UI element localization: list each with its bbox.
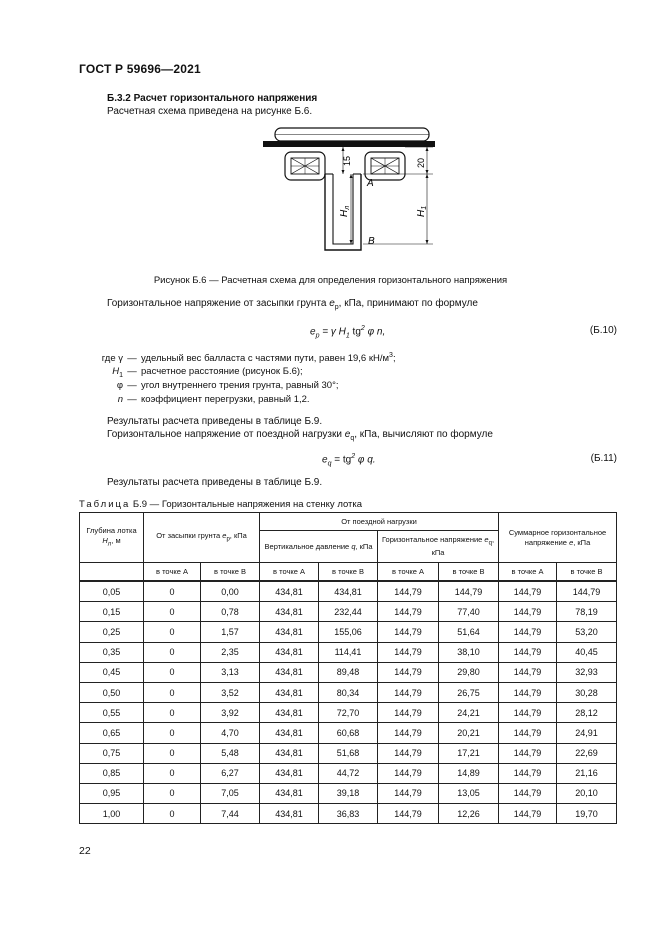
col-depth-header: Глубина лотка $H_л$, м [80,513,144,563]
table-cell: 0 [144,581,201,602]
table-cell: 144,79 [499,783,557,803]
definition-n: n — коэффициент перегрузки, равный 1,2. [117,394,310,405]
table-cell: 0 [144,743,201,763]
point-b-label: B [368,236,375,247]
table-cell: 30,28 [557,682,617,702]
table-cell: 7,05 [201,783,260,803]
table-cell: 17,21 [439,743,499,763]
table-cell: 434,81 [260,763,319,783]
table-cell: 13,05 [439,783,499,803]
table-cell: 1,00 [80,804,144,824]
table-cell: 0,50 [80,682,144,702]
table-cell: 12,26 [439,804,499,824]
table-cell: 144,79 [378,581,439,602]
dim-h1-label: $H_1$ [416,205,428,217]
subheader-soil-a: в точке А [144,563,201,582]
table-cell: 0,00 [201,581,260,602]
page-number: 22 [79,845,91,857]
table-cell: 32,93 [557,662,617,682]
table-row [80,581,617,602]
figure-caption: Рисунок Б.6 — Расчетная схема для определения горизонтального напряжения [153,275,508,286]
table-cell: 114,41 [319,642,378,662]
table-row [80,783,617,803]
table-cell: 26,75 [439,682,499,702]
table-cell: 51,68 [319,743,378,763]
table-cell: 0,55 [80,703,144,723]
table-cell: 21,16 [557,763,617,783]
table-cell: 80,34 [319,682,378,702]
table-cell: 434,81 [260,622,319,642]
table-cell: 0,65 [80,723,144,743]
table-cell: 144,79 [499,703,557,723]
table-cell: 2,35 [201,642,260,662]
table-cell: 0,05 [80,581,144,602]
left-sleeper [285,152,325,180]
subheader-sum-b: в точке В [557,563,617,582]
table-cell: 144,79 [499,763,557,783]
dim-20-label: 20 [416,157,426,168]
table-caption: Таблица Б.9 — Горизонтальные напряжения на стенку лотка [79,499,363,510]
table-cell: 0 [144,763,201,783]
table-cell: 144,79 [499,743,557,763]
paragraph-results-1: Результаты расчета приведены в таблице Б.9. [107,416,323,427]
right-sleeper [365,152,405,180]
table-cell: 77,40 [439,602,499,622]
subheader-soil-b: в точке В [201,563,260,582]
table-cell: 144,79 [499,602,557,622]
col-soil-header: От засыпки грунта $e_p$, кПа [144,513,260,563]
subheader-hor-b: в точке В [439,563,499,582]
table-cell: 144,79 [378,763,439,783]
paragraph-soil-pressure: Горизонтальное напряжение от засыпки грунта $e_p$, кПа, принимают по формуле [107,298,478,311]
table-cell: 20,21 [439,723,499,743]
dim-15-label: 15 [342,155,352,166]
table-cell: 29,80 [439,662,499,682]
table-cell: 434,81 [260,662,319,682]
table-cell: 1,57 [201,622,260,642]
table-cell: 0 [144,783,201,803]
table-row [80,763,617,783]
table-cell: 60,68 [319,723,378,743]
table-cell: 39,18 [319,783,378,803]
table-cell: 6,27 [201,763,260,783]
col-horizontal-header: Горизонтальное напряжение $e_q$, кПа [378,531,499,563]
table-row [80,622,617,642]
definition-gamma: где γ — удельный вес балласта с частями пути, равен 19,6 $кН/м^3$; [101,352,396,365]
subheader-vert-b: в точке В [319,563,378,582]
table-cell: 89,48 [319,662,378,682]
table-row [80,602,617,622]
formula-b10: $e_p = \gamma$ $H_1$ $tg^2$ φ n, [310,325,386,340]
table-cell: 4,70 [201,723,260,743]
table-cell: 0,35 [80,642,144,662]
table-cell: 434,81 [260,723,319,743]
table-cell: 434,81 [260,703,319,723]
table-cell: 51,64 [439,622,499,642]
table-cell: 144,79 [499,581,557,602]
stress-table-body [80,581,617,824]
table-cell: 434,81 [260,743,319,763]
table-cell: 144,79 [378,602,439,622]
table-cell: 0 [144,703,201,723]
table-cell: 38,10 [439,642,499,662]
table-cell: 144,79 [378,743,439,763]
table-row [80,662,617,682]
table-cell: 144,79 [499,622,557,642]
paragraph-results-2: Результаты расчета приведены в таблице Б.9. [107,477,323,488]
table-cell: 3,52 [201,682,260,702]
table-cell: 155,06 [319,622,378,642]
table-cell: 36,83 [319,804,378,824]
table-cell: 14,89 [439,763,499,783]
rail-base [263,141,435,147]
dim-hl-label: $H_л$ [339,205,351,217]
col-vertical-header: Вертикальное давление q, кПа [260,531,378,563]
table-cell: 144,79 [499,682,557,702]
paragraph-train-load: Горизонтальное напряжение от поездной нагрузки $e_q$, кПа, вычисляют по формуле [107,429,493,442]
table-cell: 144,79 [378,622,439,642]
subheader-blank [80,563,144,582]
section-title: Б.3.2 Расчет горизонтального напряжения [107,93,318,104]
table-cell: 0,75 [80,743,144,763]
table-cell: 3,13 [201,662,260,682]
table-cell: 144,79 [378,804,439,824]
table-cell: 0 [144,602,201,622]
table-cell: 144,79 [378,723,439,743]
table-cell: 5,48 [201,743,260,763]
table-cell: 144,79 [378,642,439,662]
table-cell: 24,21 [439,703,499,723]
table-row [80,703,617,723]
table-cell: 144,79 [378,783,439,803]
section-intro: Расчетная схема приведена на рисунке Б.6. [107,106,313,117]
table-cell: 0 [144,622,201,642]
document-header: ГОСТ Р 59696—2021 [79,62,201,76]
table-cell: 232,44 [319,602,378,622]
table-cell: 434,81 [260,581,319,602]
table-cell: 0,85 [80,763,144,783]
formula-b11: $e_q = tg^2$ φ q. [322,453,376,468]
table-cell: 144,79 [378,703,439,723]
table-cell: 144,79 [378,662,439,682]
stress-table [79,512,617,824]
definition-phi: φ — угол внутреннего трения грунта, равный 30°; [116,380,339,391]
table-cell: 434,81 [260,682,319,702]
table-cell: 40,45 [557,642,617,662]
table-cell: 144,79 [499,642,557,662]
col-sum-header: Суммарное горизонтальное напряжение e, кПа [499,513,617,563]
table-cell: 0 [144,723,201,743]
formula-b11-number: (Б.11) [590,453,617,464]
calculation-diagram [255,120,435,260]
table-cell: 144,79 [439,581,499,602]
table-cell: 0 [144,662,201,682]
table-cell: 53,20 [557,622,617,642]
table-cell: 434,81 [260,804,319,824]
table-cell: 0,25 [80,622,144,642]
table-cell: 434,81 [260,642,319,662]
table-cell: 22,69 [557,743,617,763]
table-cell: 28,12 [557,703,617,723]
subheader-vert-a: в точке А [260,563,319,582]
table-cell: 0,45 [80,662,144,682]
table-row [80,804,617,824]
table-cell: 434,81 [319,581,378,602]
table-cell: 7,44 [201,804,260,824]
table-cell: 0 [144,642,201,662]
table-row [80,642,617,662]
table-row [80,682,617,702]
col-train-header: От поездной нагрузки [260,513,499,531]
table-cell: 0,78 [201,602,260,622]
point-a-label: A [367,178,374,189]
table-cell: 434,81 [260,783,319,803]
table-row [80,743,617,763]
table-cell: 78,19 [557,602,617,622]
formula-b10-number: (Б.10) [589,325,617,336]
subheader-hor-a: в точке А [378,563,439,582]
table-cell: 144,79 [499,804,557,824]
table-row [80,723,617,743]
table-cell: 19,70 [557,804,617,824]
table-cell: 72,70 [319,703,378,723]
table-cell: 0 [144,682,201,702]
table-cell: 44,72 [319,763,378,783]
table-cell: 0,95 [80,783,144,803]
table-cell: 144,79 [557,581,617,602]
table-cell: 3,92 [201,703,260,723]
table-cell: 144,79 [499,723,557,743]
table-cell: 0,15 [80,602,144,622]
table-cell: 24,91 [557,723,617,743]
subheader-sum-a: в точке А [499,563,557,582]
table-cell: 0 [144,804,201,824]
table-cell: 20,10 [557,783,617,803]
table-cell: 434,81 [260,602,319,622]
definition-h1: $H_1$ — расчетное расстояние (рисунок Б.6); [112,366,303,379]
table-cell: 144,79 [499,662,557,682]
table-cell: 144,79 [378,682,439,702]
